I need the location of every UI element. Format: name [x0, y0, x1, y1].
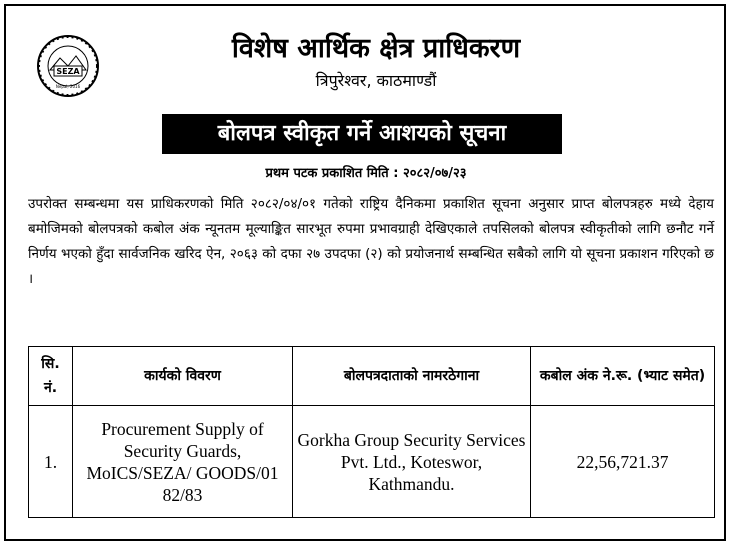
notice-body: उपरोक्त सम्बन्धमा यस प्राधिकरणको मिति २०८२/०४/०१ गतेको राष्ट्रिय दैनिकमा प्रकाशित सूचना अनुसार प्राप्त बोलपत्रहरु मध्ये देहाय बमोजिमको बोलपत्रको कबोल अंक न्यूनतम मूल्याङ्कित सारभूत रुपमा प्रभावग्राही देखिएकाले तपसिलको बोलपत्र स्वीकृतीको लागि छनौट गर्ने निर्णय भएको हुँदा सार्वजनिक खरिद ऐन, २०६३ को दफा २७ उपदफा (२) को प्रयोजनार्थ सम्बन्धित सबैको लागि यो सूचना प्रकाशन गरिएको छ । [28, 196, 714, 287]
bid-table [28, 346, 715, 518]
logo-text: SEZA [56, 67, 80, 76]
cell-sn: 1. [29, 406, 73, 518]
authority-address: त्रिपुरेश्वर, काठमाण्डौं [315, 71, 437, 90]
header-bidder: बोलपत्रदाताको नामरठेगाना [293, 347, 531, 406]
notice-page [4, 4, 726, 541]
cell-amount: 22,56,721.37 [531, 406, 715, 518]
notice-heading: बोलपत्र स्वीकृत गर्ने आशयको सूचना [162, 114, 562, 154]
seza-logo-icon [36, 34, 100, 98]
published-date: प्रथम पटक प्रकाशित मिति : २०८२/०७/२३ [265, 166, 467, 181]
table-header-row [29, 347, 715, 406]
logo-year: Nepal, 2016 [55, 84, 81, 89]
authority-title: विशेष आर्थिक क्षेत्र प्राधिकरण [231, 33, 521, 64]
header-sn: सि. नं. [29, 347, 73, 406]
cell-bidder: Gorkha Group Security Services Pvt. Ltd., Koteswor, Kathmandu. [293, 406, 531, 518]
header-description: कार्यको विवरण [73, 347, 293, 406]
cell-description: Procurement Supply of Security Guards, MoICS/SEZA/ GOODS/01 82/83 [73, 406, 293, 518]
header-amount: कबोल अंक ने.रू. (भ्याट समेत) [531, 347, 715, 406]
table-row [29, 406, 715, 518]
